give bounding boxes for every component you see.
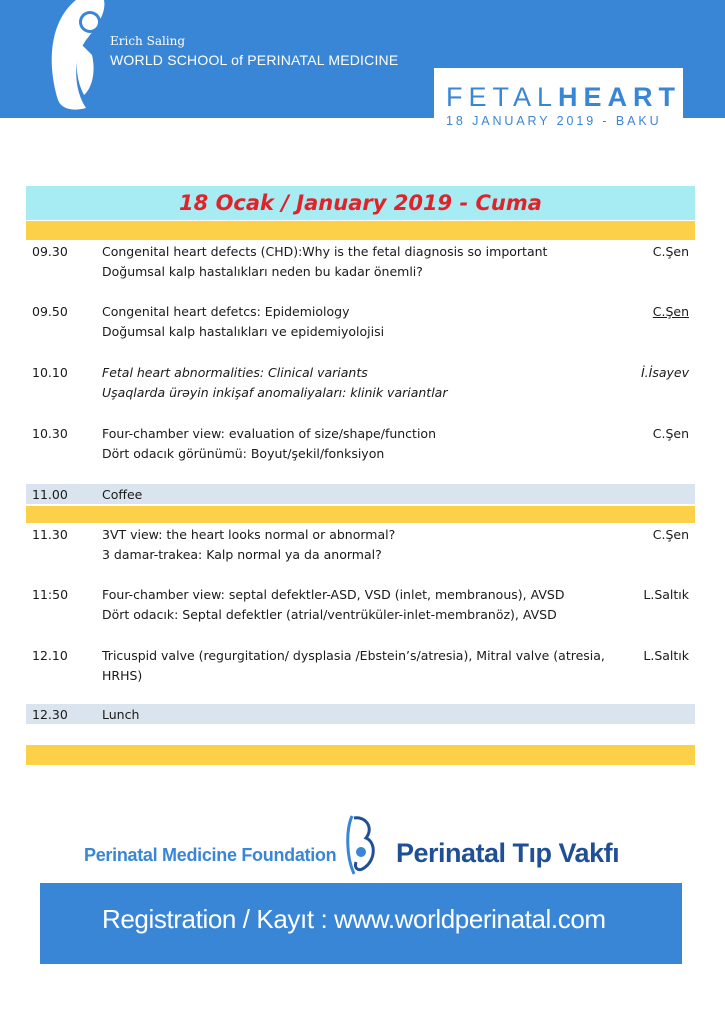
school-founder-name: Erich Saling — [110, 34, 186, 48]
session-time: 11:50 — [32, 587, 69, 602]
break-time: 11.00 — [32, 487, 68, 502]
separator-bar — [26, 506, 695, 523]
session-speaker: C.Şen — [652, 527, 689, 542]
session-subtitle: 3 damar-trakea: Kalp normal ya da anormal? — [102, 547, 382, 562]
session-speaker: C.Şen — [652, 304, 689, 319]
session-time: 10.30 — [32, 426, 68, 441]
break-row-coffee — [26, 484, 695, 504]
session-title: Four-chamber view: septal defektler-ASD, VSD (inlet, membranous), AVSD — [102, 587, 565, 602]
registration-link[interactable]: Registration / Kayıt : www.worldperinatal.com — [102, 904, 606, 934]
session-title: 3VT view: the heart looks normal or abnormal? — [102, 527, 396, 542]
session-title: Four-chamber view: evaluation of size/shape/function — [102, 426, 437, 441]
session-title: Congenital heart defetcs: Epidemiology — [102, 304, 350, 319]
session-subtitle: Uşaqlarda ürəyin inkişaf anomaliyaları: klinik variantlar — [102, 385, 448, 400]
foundation-name-en: Perinatal Medicine Foundation — [84, 845, 337, 865]
session-title: Congenital heart defects (CHD):Why is the fetal diagnosis so important — [102, 244, 548, 259]
foundation-name-tr: Perinatal Tıp Vakfı — [396, 838, 620, 868]
session-time: 12.10 — [32, 648, 68, 663]
break-time: 12.30 — [32, 707, 68, 722]
session-time: 10.10 — [32, 365, 68, 380]
session-speaker: L.Saltık — [643, 587, 689, 602]
break-label: Coffee — [102, 487, 143, 502]
session-time: 11.30 — [32, 527, 68, 542]
session-subtitle: HRHS) — [102, 668, 143, 683]
session-time: 09.50 — [32, 304, 68, 319]
session-title: Fetal heart abnormalities: Clinical variants — [102, 365, 368, 380]
event-date: 18 JANUARY 2019 - BAKU — [446, 114, 662, 128]
session-speaker: C.Şen — [652, 244, 689, 259]
school-name: WORLD SCHOOL of PERINATAL MEDICINE — [110, 52, 399, 68]
day-title: 18 Ocak / January 2019 - Cuma — [179, 191, 542, 215]
event-title — [446, 82, 681, 113]
session-time: 09.30 — [32, 244, 68, 259]
event-title-bold: HEART — [558, 82, 682, 112]
session-title: Tricuspid valve (regurgitation/ dysplasia /Ebstein’s/atresia), Mitral valve (atresia, — [102, 648, 605, 663]
session-speaker: C.Şen — [652, 426, 689, 441]
break-row-lunch — [26, 704, 695, 724]
session-subtitle: Dört odacık: Septal defektler (atrial/ventrüküler-inlet-membranöz), AVSD — [102, 607, 557, 622]
session-speaker: L.Saltık — [643, 648, 689, 663]
session-speaker: İ.İsayev — [640, 365, 689, 380]
session-subtitle: Dört odacık görünümü: Boyut/şekil/fonksiyon — [102, 446, 385, 461]
event-title-light: FETAL — [446, 82, 559, 112]
separator-bar — [26, 221, 695, 240]
session-subtitle: Doğumsal kalp hastalıkları ve epidemiyolojisi — [102, 324, 385, 339]
session-subtitle: Doğumsal kalp hastalıkları neden bu kadar önemli? — [102, 264, 423, 279]
separator-bar — [26, 745, 695, 765]
break-label: Lunch — [102, 707, 140, 722]
foundation-logo-icon — [344, 812, 378, 878]
